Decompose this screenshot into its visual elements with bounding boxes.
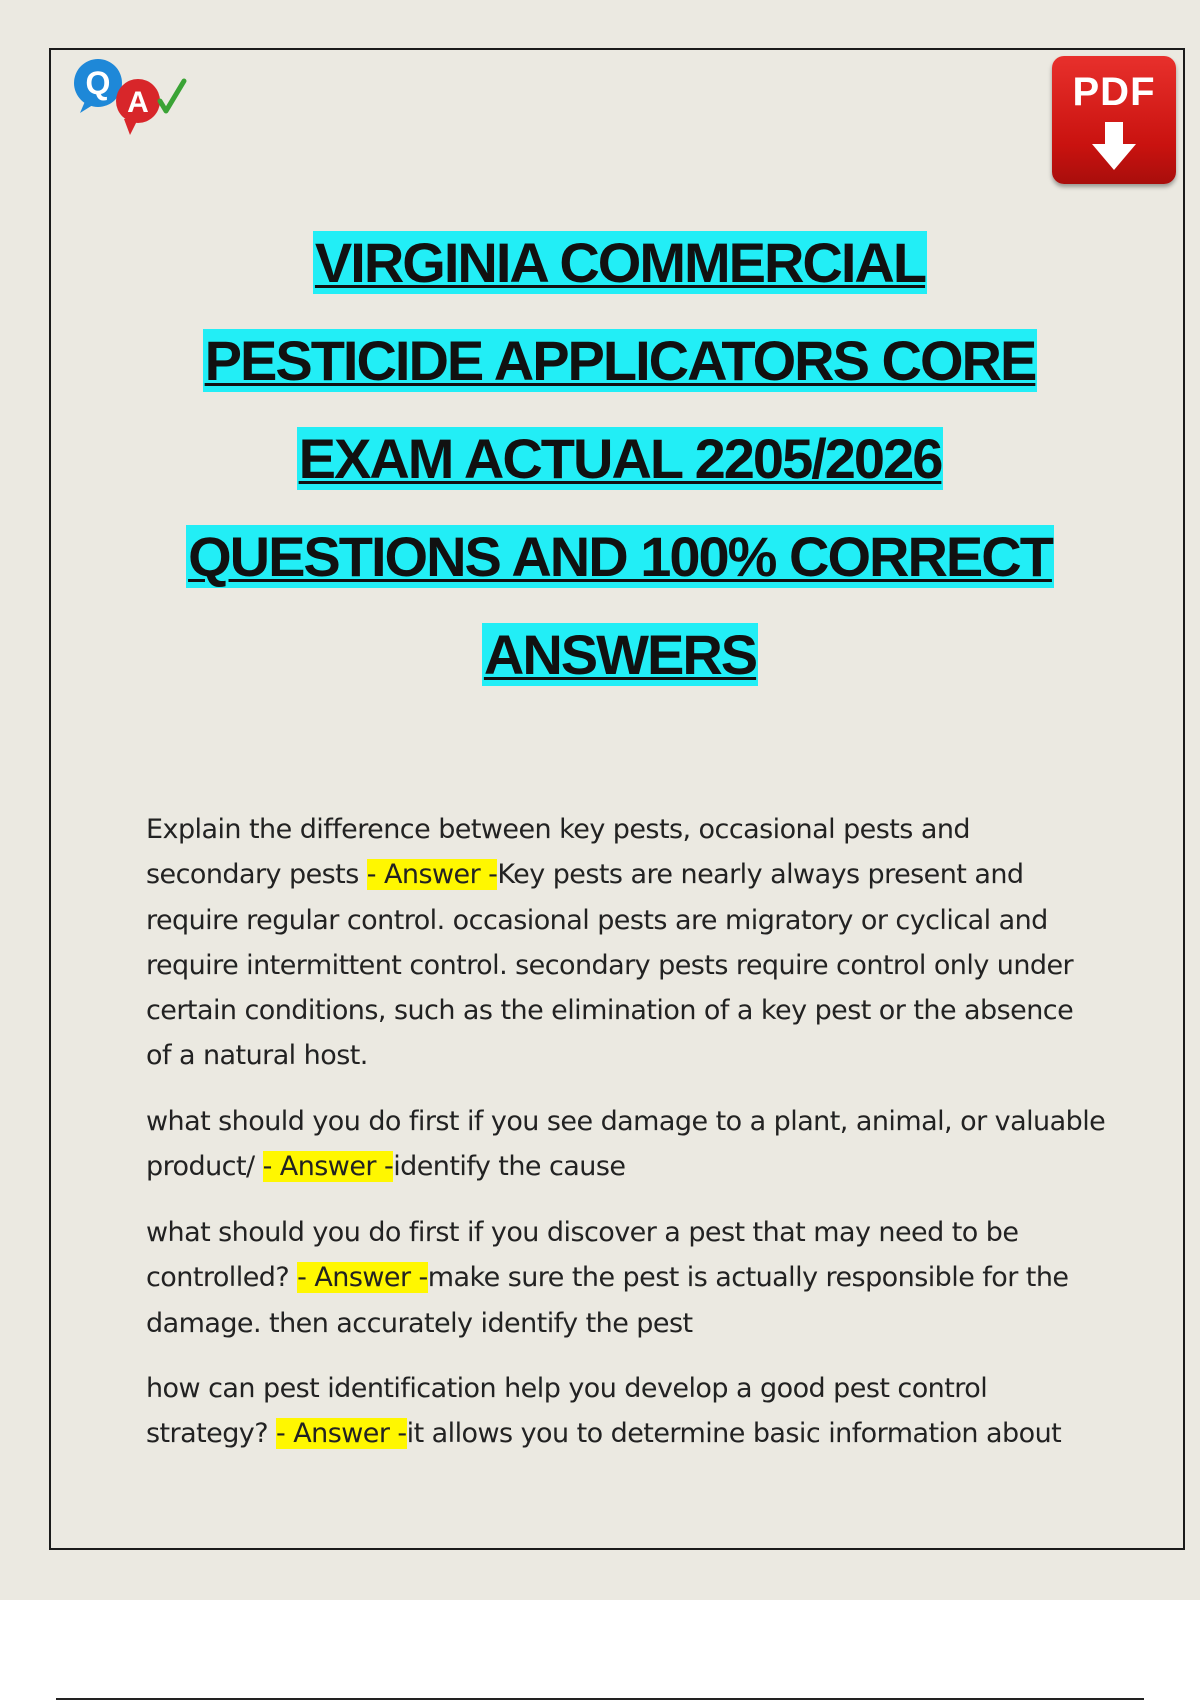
answer-text: it allows you to determine basic information about: [406, 1418, 1062, 1450]
answer-marker: - Answer -: [366, 859, 498, 891]
qa-item: [146, 1099, 1106, 1190]
question-text: what should you do first if you discover a pest that may need to be controlled?: [146, 1217, 1019, 1294]
question-text: how can pest identification help you develop a good pest control strategy?: [146, 1373, 988, 1450]
pdf-download-badge[interactable]: [1052, 56, 1176, 184]
title-line-1: VIRGINIA COMMERCIAL: [314, 231, 926, 294]
title-line-4: QUESTIONS AND 100% CORRECT: [188, 525, 1052, 588]
title-line-5: ANSWERS: [483, 623, 757, 686]
answer-marker: - Answer -: [297, 1262, 428, 1294]
pdf-label: PDF: [1072, 70, 1156, 114]
qa-logo-icon: [66, 55, 196, 135]
question-text: what should you do first if you see damage to a plant, animal, or valuable product/: [146, 1106, 1106, 1183]
logo-a-letter: A: [127, 86, 149, 119]
qa-item: [146, 1366, 1106, 1457]
answer-text: make sure the pest is actually responsible for the damage. then accurately identify the pest: [146, 1262, 1069, 1339]
download-arrow-icon: [1092, 122, 1136, 170]
qa-item: [146, 1210, 1106, 1346]
document-title: [80, 230, 1160, 720]
answer-text: identify the cause: [393, 1151, 626, 1183]
title-line-3: EXAM ACTUAL 2205/2026: [298, 427, 942, 490]
qa-item: [146, 807, 1106, 1079]
title-line-2: PESTICIDE APPLICATORS CORE: [204, 329, 1036, 392]
question-text: Explain the difference between key pests, occasional pests and secondary pests: [146, 814, 970, 891]
logo-q-letter: Q: [85, 65, 111, 101]
answer-marker: - Answer -: [262, 1151, 394, 1183]
answer-marker: - Answer -: [276, 1418, 407, 1450]
answer-text: Key pests are nearly always present and require regular control. occasional pests are migratory or cyclical and require intermittent control. secondary pests require control only under certain conditions, such as the elimination of a key pest or the absence of a natural host.: [146, 859, 1074, 1072]
